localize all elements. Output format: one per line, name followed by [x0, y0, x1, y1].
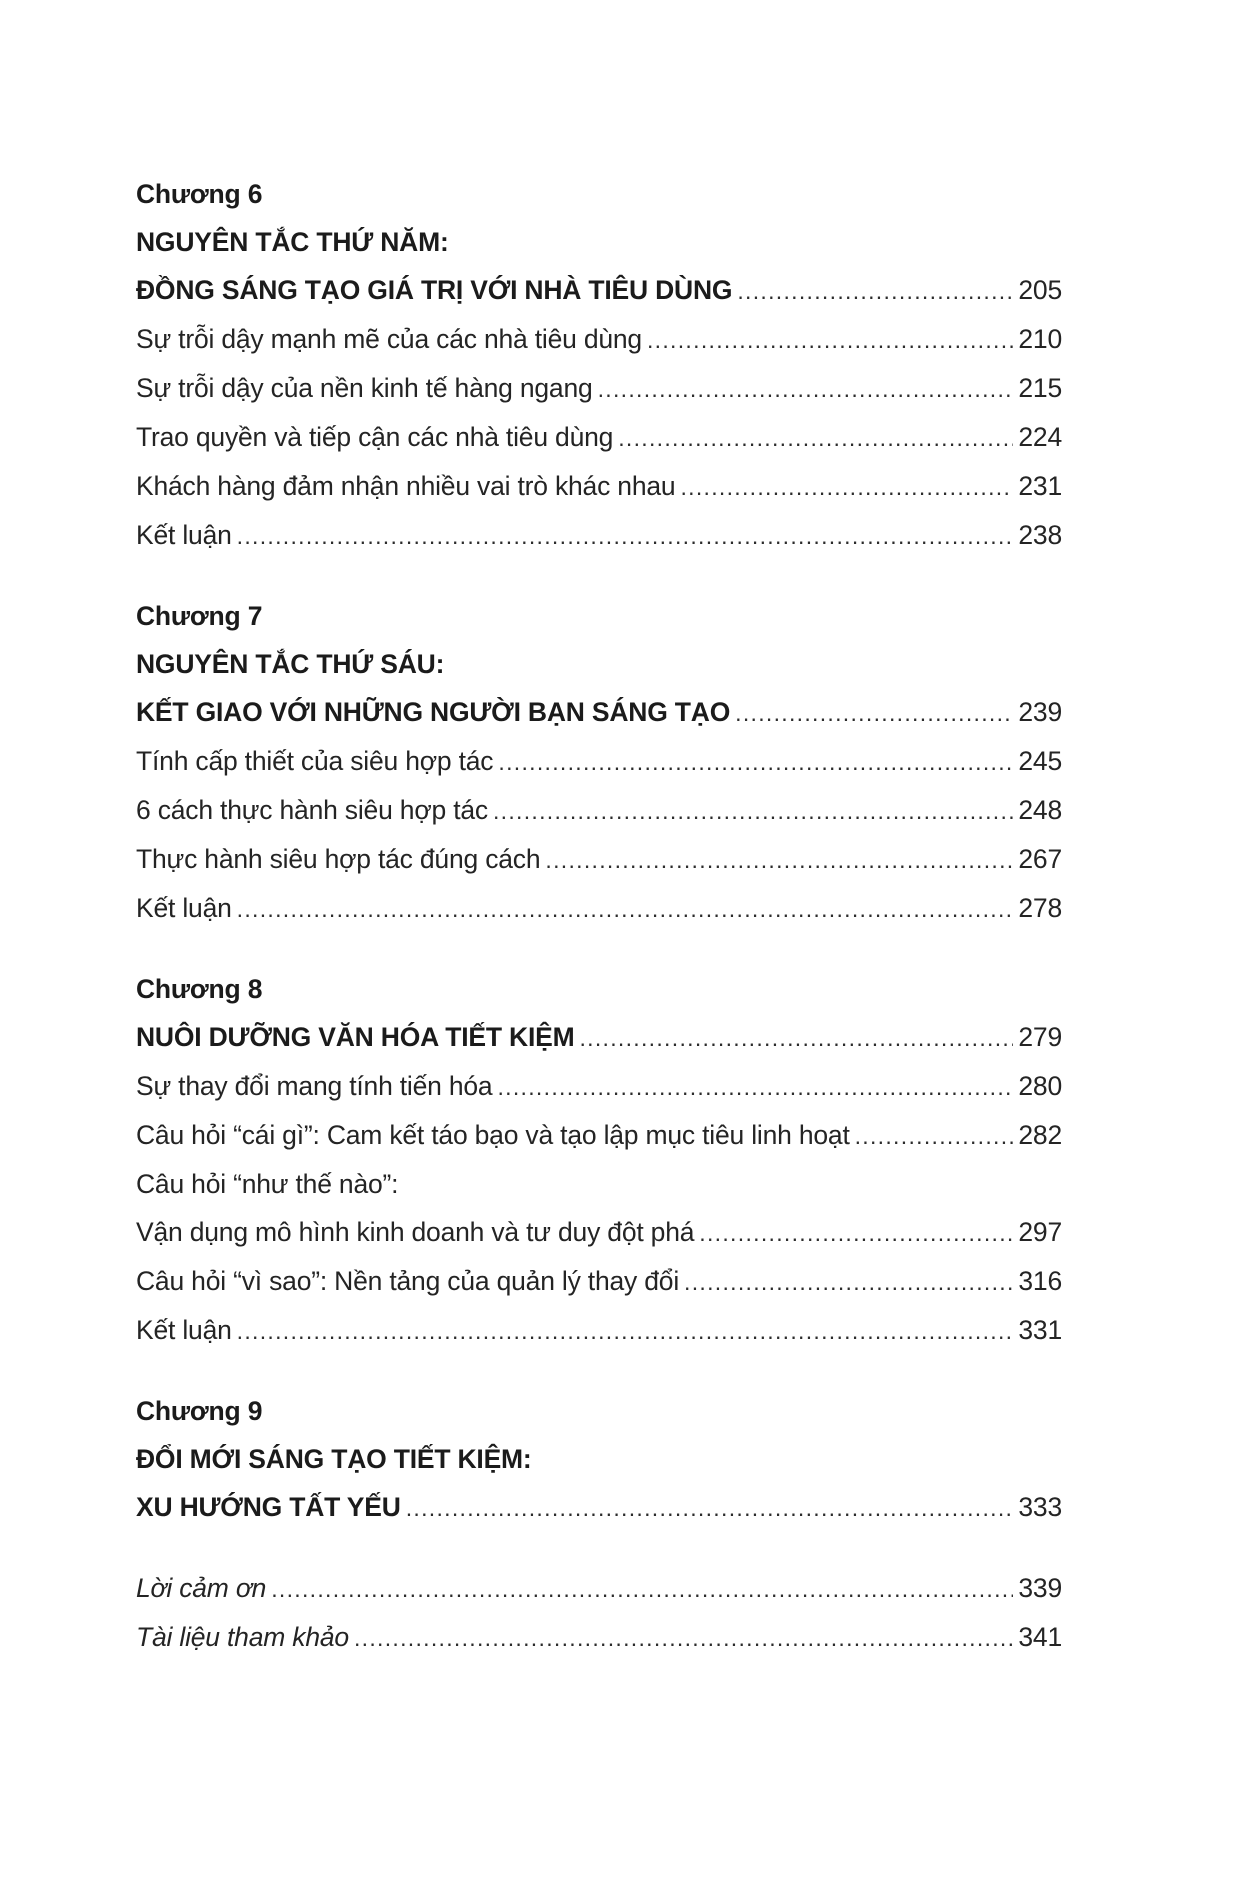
- page-number: 267: [1018, 844, 1062, 874]
- page-number: 316: [1018, 1266, 1062, 1296]
- dot-leader: [737, 267, 1013, 315]
- toc-entry: [136, 1111, 1062, 1160]
- dot-leader: [545, 836, 1013, 884]
- toc-entry-text: Thực hành siêu hợp tác đúng cách: [136, 844, 541, 874]
- page-number: 333: [1018, 1492, 1062, 1522]
- toc-entry: [136, 835, 1062, 884]
- toc-entry: [136, 1257, 1062, 1306]
- page-number: 224: [1018, 422, 1062, 452]
- back-matter-entry: [136, 1564, 1062, 1613]
- page-number: 238: [1018, 520, 1062, 550]
- table-of-contents: [136, 170, 1062, 1662]
- page-number: 245: [1018, 746, 1062, 776]
- chapter-label: [136, 592, 1062, 640]
- toc-entry: [136, 364, 1062, 413]
- page-number: 282: [1018, 1120, 1062, 1150]
- toc-entry-text: Tính cấp thiết của siêu hợp tác: [136, 746, 494, 776]
- toc-entry-text: Kết luận: [136, 893, 232, 923]
- chapter-title-text: KẾT GIAO VỚI NHỮNG NGƯỜI BẠN SÁNG TẠO: [136, 697, 731, 727]
- back-matter-entry: [136, 1613, 1062, 1662]
- dot-leader: [497, 1063, 1013, 1111]
- dot-leader: [406, 1484, 1014, 1532]
- page-number: 239: [1018, 697, 1062, 727]
- page-number: 279: [1018, 1022, 1062, 1052]
- chapter-title-text: NGUYÊN TẮC THỨ NĂM:: [136, 227, 449, 257]
- chapter-label: [136, 170, 1062, 218]
- toc-entry: [136, 511, 1062, 560]
- chapter-title-line: [136, 1435, 1062, 1483]
- toc-entry-text: Sự trỗi dậy mạnh mẽ của các nhà tiêu dùng: [136, 324, 642, 354]
- toc-entry-text: Vận dụng mô hình kinh doanh và tư duy đột phá: [136, 1217, 695, 1247]
- page-number: 205: [1018, 275, 1062, 305]
- toc-entry: [136, 1208, 1062, 1257]
- toc-entry-text: Sự thay đổi mang tính tiến hóa: [136, 1071, 493, 1101]
- toc-section: [136, 1387, 1062, 1532]
- toc-entry: [136, 786, 1062, 835]
- chapter-label-text: Chương 6: [136, 179, 263, 209]
- toc-section: [136, 965, 1062, 1355]
- chapter-label: [136, 1387, 1062, 1435]
- page-number: 339: [1018, 1573, 1062, 1603]
- page-number: 248: [1018, 795, 1062, 825]
- page-number: 331: [1018, 1315, 1062, 1345]
- toc-section: [136, 170, 1062, 560]
- chapter-title-text: XU HƯỚNG TẤT YẾU: [136, 1492, 401, 1522]
- dot-leader: [699, 1209, 1013, 1257]
- dot-leader: [237, 885, 1014, 933]
- chapter-label-text: Chương 7: [136, 601, 263, 631]
- dot-leader: [647, 316, 1013, 364]
- toc-entry-text: Sự trỗi dậy của nền kinh tế hàng ngang: [136, 373, 593, 403]
- dot-leader: [598, 365, 1014, 413]
- dot-leader: [618, 414, 1013, 462]
- toc-entry: [136, 884, 1062, 933]
- page-number: 215: [1018, 373, 1062, 403]
- dot-leader: [354, 1614, 1013, 1662]
- toc-entry-text: 6 cách thực hành siêu hợp tác: [136, 795, 488, 825]
- chapter-title-text: NUÔI DƯỠNG VĂN HÓA TIẾT KIỆM: [136, 1022, 575, 1052]
- toc-entry: [136, 315, 1062, 364]
- dot-leader: [271, 1565, 1013, 1613]
- back-matter: [136, 1564, 1062, 1662]
- toc-entry-text: Kết luận: [136, 1315, 232, 1345]
- dot-leader: [237, 1307, 1014, 1355]
- toc-entry: [136, 413, 1062, 462]
- toc-entry-text: Khách hàng đảm nhận nhiều vai trò khác nhau: [136, 471, 676, 501]
- dot-leader: [498, 738, 1013, 786]
- page-number: 280: [1018, 1071, 1062, 1101]
- dot-leader: [579, 1014, 1013, 1062]
- dot-leader: [684, 1258, 1013, 1306]
- toc-entry: [136, 737, 1062, 786]
- toc-entry: [136, 1306, 1062, 1355]
- toc-section: [136, 592, 1062, 933]
- toc-entry-text: Trao quyền và tiếp cận các nhà tiêu dùng: [136, 422, 614, 452]
- chapter-title-text: NGUYÊN TẮC THỨ SÁU:: [136, 649, 445, 679]
- toc-entry: [136, 462, 1062, 511]
- chapter-title: [136, 1013, 1062, 1062]
- chapter-title: [136, 1483, 1062, 1532]
- chapter-label-text: Chương 9: [136, 1396, 263, 1426]
- dot-leader: [855, 1112, 1014, 1160]
- toc-entry-text: Câu hỏi “như thế nào”:: [136, 1169, 399, 1199]
- page-number: 231: [1018, 471, 1062, 501]
- chapter-label: [136, 965, 1062, 1013]
- dot-leader: [680, 463, 1013, 511]
- chapter-title-text: ĐỔI MỚI SÁNG TẠO TIẾT KIỆM:: [136, 1444, 532, 1474]
- page-number: 341: [1018, 1622, 1062, 1652]
- chapter-title-line: [136, 218, 1062, 266]
- back-matter-entry-text: Lời cảm ơn: [136, 1573, 267, 1603]
- toc-entry-text: Câu hỏi “cái gì”: Cam kết táo bạo và tạo lập mục tiêu linh hoạt: [136, 1120, 850, 1150]
- back-matter-entry-text: Tài liệu tham khảo: [136, 1622, 349, 1652]
- dot-leader: [493, 787, 1013, 835]
- chapter-title: [136, 266, 1062, 315]
- chapter-label-text: Chương 8: [136, 974, 263, 1004]
- page-number: 278: [1018, 893, 1062, 923]
- page-number: 210: [1018, 324, 1062, 354]
- dot-leader: [735, 689, 1013, 737]
- chapter-title-text: ĐỒNG SÁNG TẠO GIÁ TRỊ VỚI NHÀ TIÊU DÙNG: [136, 275, 733, 305]
- toc-entry-text: Câu hỏi “vì sao”: Nền tảng của quản lý thay đổi: [136, 1266, 680, 1296]
- chapter-title-line: [136, 640, 1062, 688]
- chapter-title: [136, 688, 1062, 737]
- dot-leader: [237, 512, 1014, 560]
- page-number: 297: [1018, 1217, 1062, 1247]
- toc-entry-text: Kết luận: [136, 520, 232, 550]
- toc-entry: [136, 1062, 1062, 1111]
- toc-entry-line: [136, 1160, 1062, 1208]
